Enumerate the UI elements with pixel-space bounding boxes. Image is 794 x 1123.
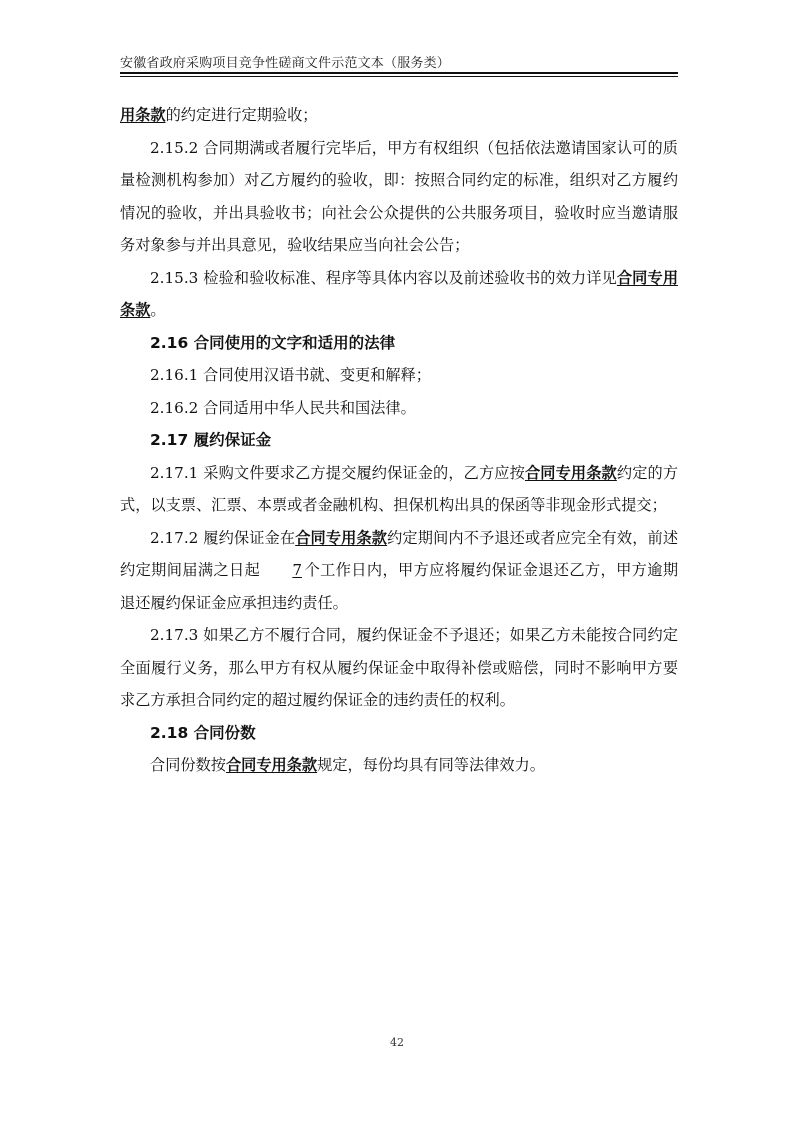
paragraph-2-17-2: 2.17.2 履约保证金在合同专用条款约定期间内不予退还或者应完全有效，前述约定期间届满之日起 7 个工作日内，甲方应将履约保证金退还乙方，甲方逾期退还履约保证金应承担违约责任。 [120,528,679,612]
document-body [120,99,678,782]
clause-reference: 合同专用条款 [225,756,318,774]
header-rule-thin [120,76,678,77]
page-number: 42 [390,1036,404,1049]
paragraph-2-15-2: 2.15.2 合同期满或者履行完毕后，甲方有权组织（包括依法邀请国家认可的质量检测机构参加）对乙方履约的验收，即：按照合同约定的标准，组织对乙方履约情况的验收，并出具验收书；向社会公众提供的公共服务项目，验收时应当邀请服务对象参与并出具意见，验收结果应当向社会公告； [120,138,678,254]
heading-2-17: 2.17 履约保证金 [150,431,272,449]
header-rule [120,72,678,74]
paragraph-2-16-2: 2.16.2 合同适用中华人民共和国法律。 [150,398,416,417]
running-header: 安徽省政府采购项目竞争性磋商文件示范文本（服务类） [120,56,451,71]
clause-reference: 合同专用条款 [295,528,388,547]
clause-reference: 用条款 [120,106,166,124]
heading-2-16: 2.16 合同使用的文字和适用的法律 [150,333,396,352]
paragraph-2-15-3: 2.15.3 检验和验收标准、程序等具体内容以及前述验收书的效力详见合同专用条款。 [120,268,679,319]
days-blank-field: 7 [292,561,303,579]
paragraph-2-17-1: 2.17.1 采购文件要求乙方提交履约保证金的，乙方应按合同专用条款约定的方式，以支票、汇票、本票或者金融机构、担保机构出具的保函等非现金形式提交； [120,463,679,514]
paragraph-2-18: 合同份数按合同专用条款规定，每份均具有同等法律效力。 [150,756,545,774]
clause-reference: 合同专用条款 [524,463,617,482]
heading-2-18: 2.18 合同份数 [150,723,256,742]
paragraph-2-15-1-continued: 用条款的约定进行定期验收； [120,106,318,124]
paragraph-2-17-3: 2.17.3 如果乙方不履行合同，履约保证金不予退还；如果乙方未能按合同约定全面履行义务，那么甲方有权从履约保证金中取得补偿或赔偿，同时不影响甲方要求乙方承担合同约定的超过履约保证金的违约责任的权利。 [120,626,678,709]
paragraph-2-16-1: 2.16.1 合同使用汉语书就、变更和解释； [150,366,431,384]
clause-reference: 合同专用条款 [120,268,679,319]
